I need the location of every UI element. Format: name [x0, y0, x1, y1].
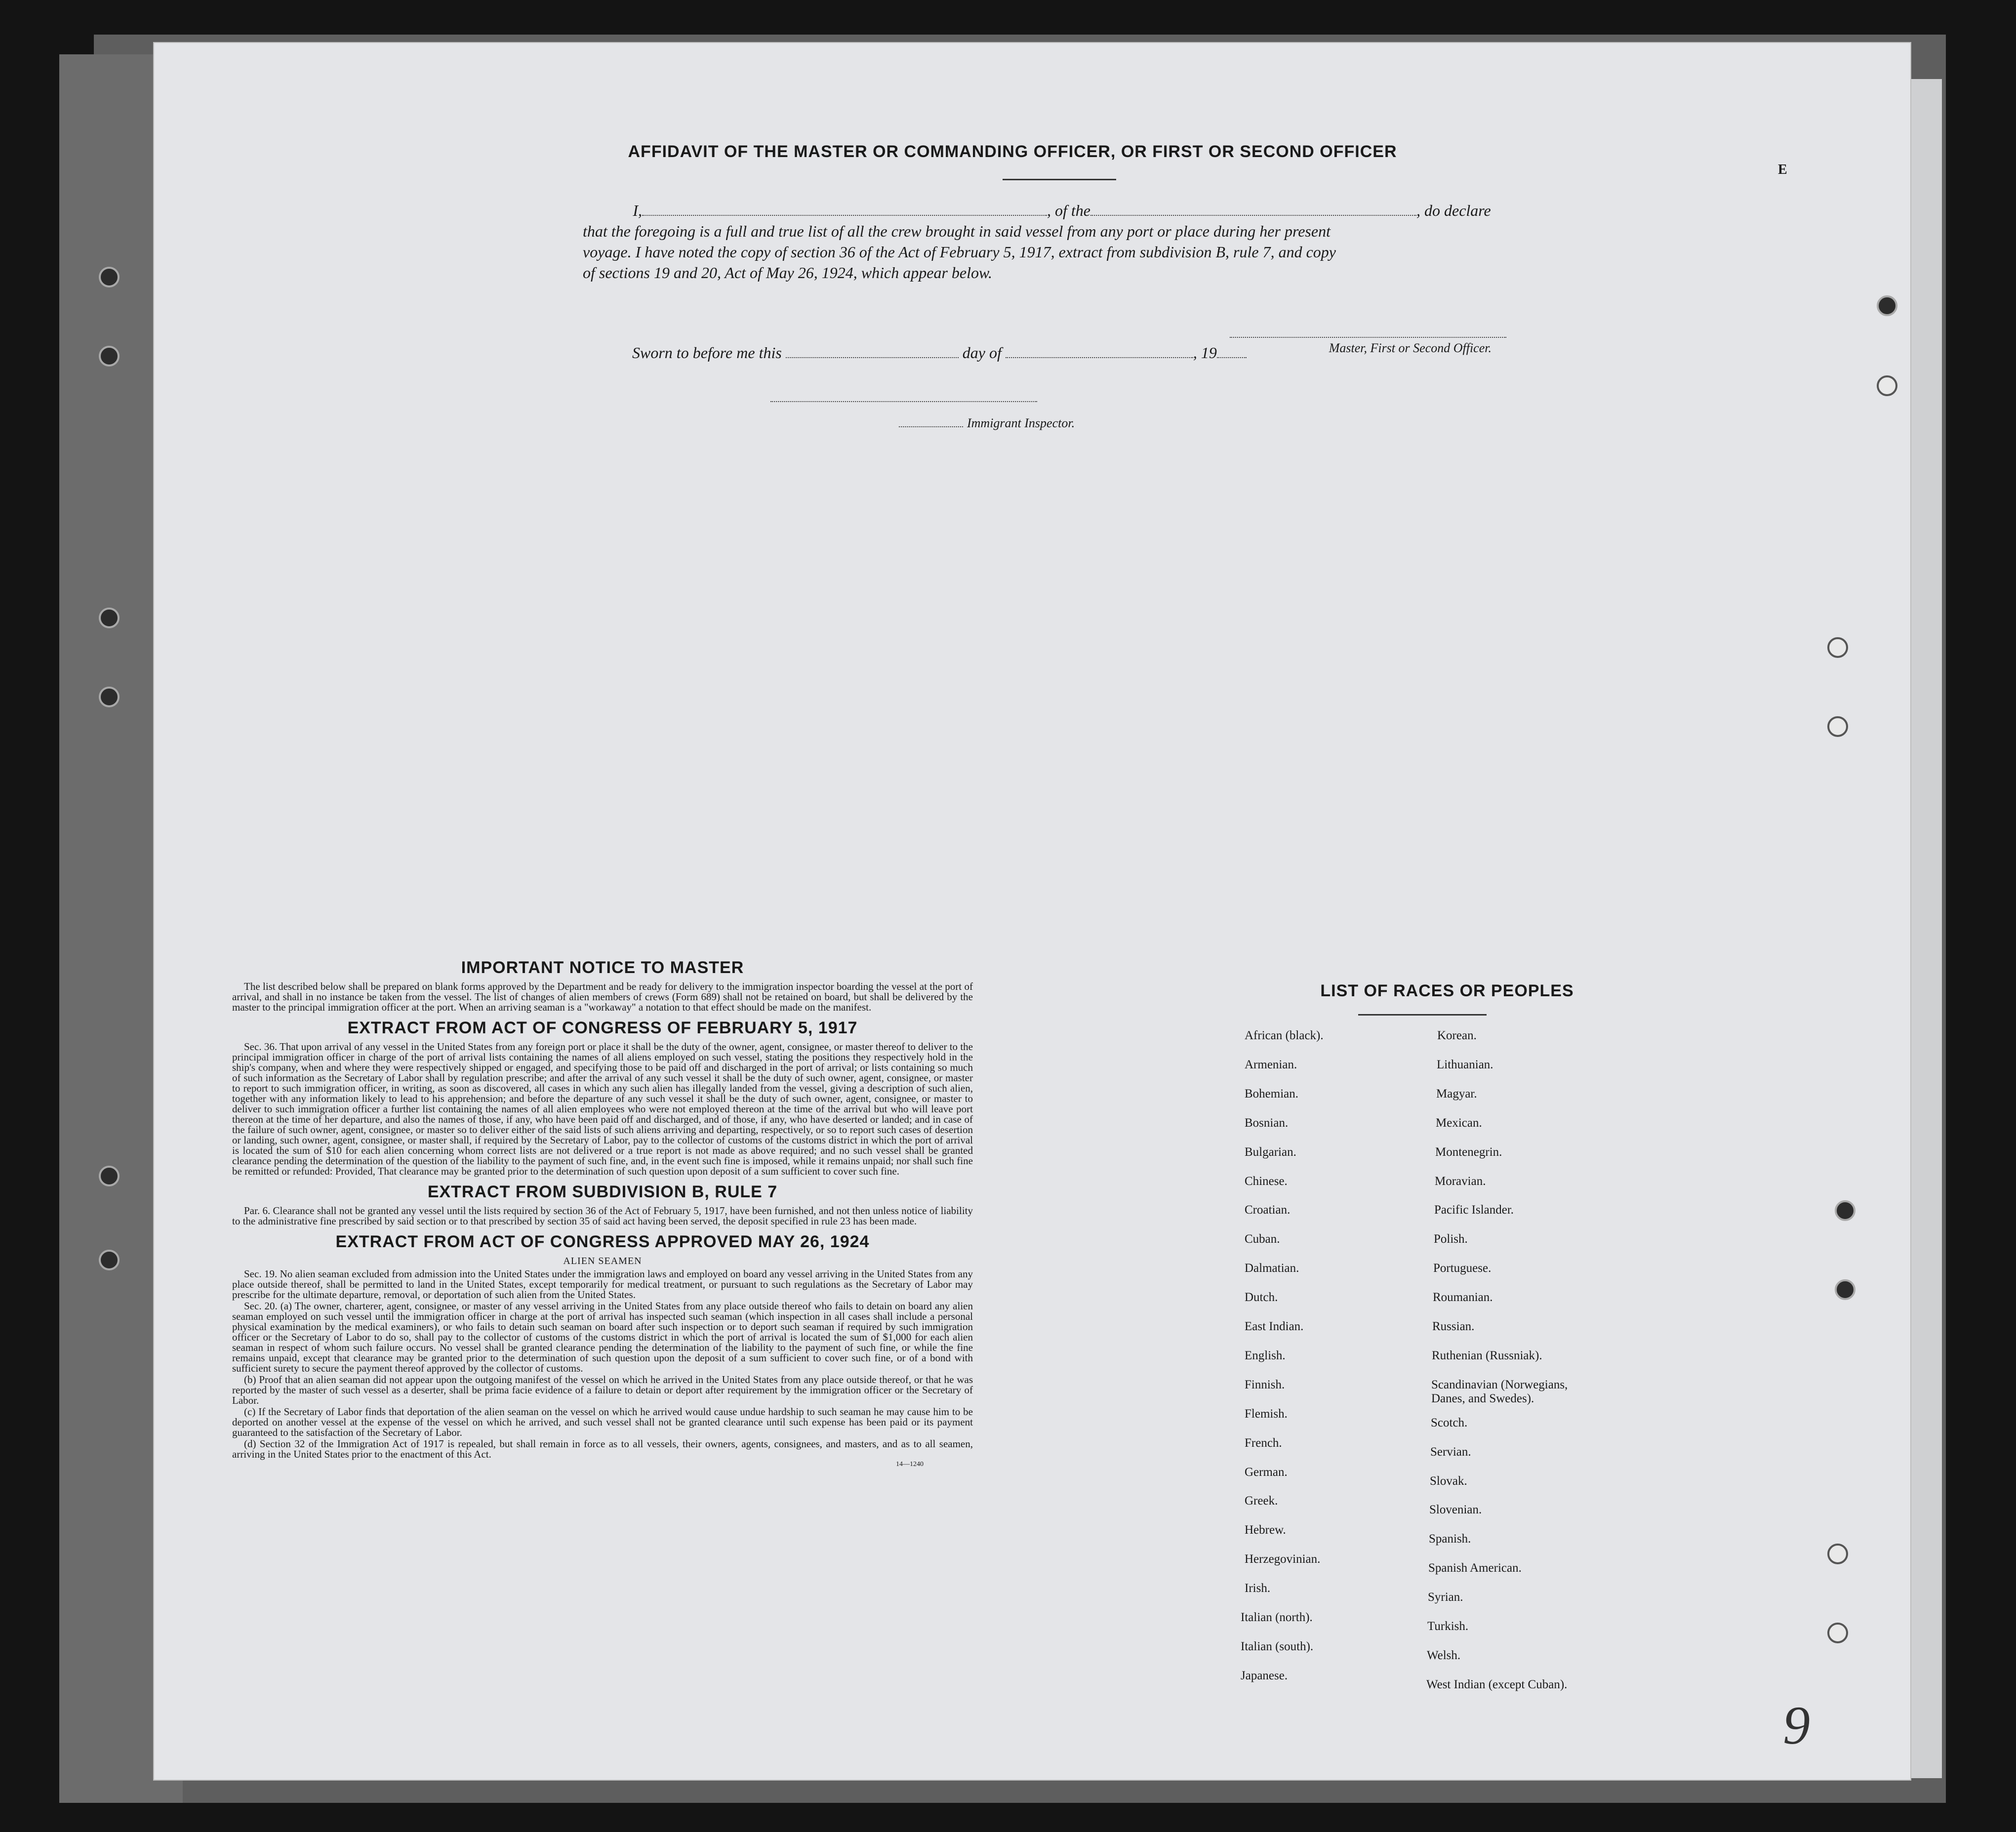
race-item-right: Magyar. — [1436, 1087, 1477, 1100]
race-item-right: Spanish American. — [1428, 1561, 1522, 1575]
extract-1924-sec20d: (d) Section 32 of the Immigration Act of 1917 is repealed, but shall remain in force as to all vessels, their owners, agents, consignees, and masters, and as to all seamen, arriving in the United States prior to the enactment of this Act. — [232, 1438, 973, 1460]
race-item-left: Irish. — [1245, 1582, 1271, 1595]
inspector-label-row — [899, 416, 1075, 431]
punch-hole — [1827, 1623, 1848, 1643]
race-item-left: Cuban. — [1245, 1232, 1280, 1246]
form-code: 14—1240 — [896, 1461, 924, 1468]
race-item-left: German. — [1245, 1466, 1288, 1479]
extract-1917-title: EXTRACT FROM ACT OF CONGRESS OF FEBRUARY 5, 1917 — [347, 1018, 858, 1037]
races-underline — [1358, 1014, 1487, 1016]
race-item-right: Scandinavian (Norwegians, Danes, and Swedes). — [1431, 1378, 1568, 1405]
race-item-right: Welsh. — [1427, 1649, 1461, 1662]
race-item-left: English. — [1245, 1349, 1286, 1362]
affidavit-line-4: of sections 19 and 20, Act of May 26, 1924, which appear below. — [583, 264, 992, 282]
of-the-text: , of the — [1047, 202, 1090, 219]
race-item-left: Dutch. — [1245, 1291, 1278, 1304]
punch-hole — [1877, 375, 1897, 396]
race-item-left: Dalmatian. — [1245, 1262, 1299, 1275]
race-item-left: East Indian. — [1245, 1320, 1304, 1333]
race-item-right: Moravian. — [1435, 1175, 1486, 1188]
sworn-text: Sworn to before me this — [632, 344, 782, 362]
race-item-right: West Indian (except Cuban). — [1426, 1678, 1568, 1691]
race-item-left: Bohemian. — [1245, 1087, 1299, 1100]
race-item-right: Servian. — [1430, 1445, 1471, 1459]
race-item-right: Spanish. — [1429, 1532, 1471, 1546]
signature-label: Master, First or Second Officer. — [1329, 341, 1492, 355]
race-item-right: Montenegrin. — [1435, 1145, 1502, 1159]
race-item-left: Herzegovinian. — [1245, 1552, 1321, 1566]
race-item-left: Croatian. — [1245, 1203, 1290, 1217]
alien-seamen-heading: ALIEN SEAMEN — [563, 1256, 642, 1266]
notice-body: The list described below shall be prepared on blank forms approved by the Department and be ready for delivery to the immigration inspector boarding the vessel at the port of arrival, and shall in no instance be taken from the vessel. The list of changes of alien members of crews (Form 689) shall not be retained on board, but shall be delivered by the master to the principal immigration officer at the port. When an arriving seaman is a "workaway" a notation to that effect should be made on the manifest. — [232, 980, 973, 1013]
affidavit-title: AFFIDAVIT OF THE MASTER OR COMMANDING OFFICER, OR FIRST OR SECOND OFFICER — [628, 142, 1397, 161]
affidavit-body — [583, 200, 1536, 283]
binding-hole — [99, 687, 120, 707]
binding-hole — [99, 1166, 120, 1186]
extract-1924-sec20c: (c) If the Secretary of Labor finds that deportation of the alien seaman on the vessel on which he arrived would cause undue hardship to such seaman he may cause him to be deported on another vessel at the expense of the vessel on which he arrived, and such vessel shall not be granted clearance until such expense has been paid or its payment guaranteed to the satisfaction of the Secretary of Labor. — [232, 1406, 973, 1438]
title-underline — [1003, 179, 1116, 180]
inspector-signature-field[interactable] — [770, 401, 1037, 402]
race-item-right: Scotch. — [1431, 1416, 1468, 1429]
corner-letter: E — [1778, 162, 1787, 177]
race-item-left: Japanese. — [1241, 1669, 1288, 1682]
race-item-right: Turkish. — [1427, 1620, 1469, 1633]
race-item-right: Korean. — [1437, 1029, 1477, 1042]
extract-rule7-title: EXTRACT FROM SUBDIVISION B, RULE 7 — [427, 1182, 778, 1201]
punch-hole — [1827, 1544, 1848, 1564]
day-of-text: day of — [962, 344, 1002, 362]
year-field[interactable] — [1217, 343, 1247, 358]
race-item-left: Bulgarian. — [1245, 1145, 1296, 1159]
extract-1924-title: EXTRACT FROM ACT OF CONGRESS APPROVED MAY 26, 1924 — [335, 1232, 870, 1251]
declare-text: , do declare — [1416, 202, 1491, 219]
month-field[interactable] — [1006, 343, 1193, 358]
signature-field[interactable] — [1230, 337, 1506, 338]
handwritten-page-number: 9 — [1783, 1695, 1810, 1755]
binding-hole — [99, 267, 120, 287]
inspector-dots — [899, 426, 963, 427]
punch-hole — [1835, 1279, 1855, 1300]
race-item-right: Russian. — [1432, 1320, 1475, 1333]
race-item-right: Ruthenian (Russniak). — [1432, 1349, 1542, 1362]
affidavit-line-3: voyage. I have noted the copy of section 36 of the Act of February 5, 1917, extract from subdivision B, rule 7, and copy — [583, 243, 1336, 261]
year-text: , 19 — [1193, 344, 1217, 362]
race-item-right: Pacific Islander. — [1434, 1203, 1514, 1217]
affidavit-line-1 — [583, 200, 1536, 221]
races-title: LIST OF RACES OR PEOPLES — [1320, 981, 1574, 1000]
affidavit-i: I, — [633, 202, 642, 219]
race-item-right: Slovak. — [1430, 1474, 1467, 1488]
sworn-line — [632, 343, 1324, 362]
extract-1917-body: Sec. 36. That upon arrival of any vessel in the United States from any foreign port or place it shall be the duty of the owner, agent, consignee, or master thereof to deliver to the principal immigration officer in charge of the port of arrival lists containing the names of all aliens employed on such vessel, stating the positions they respectively hold in the ship's company, when and where they were respectively shipped or engaged, and specifying those to be paid off and discharged in the port of arrival; or lists containing so much of such information as the Secretary of Labor shall by regulation prescribe; and after the arrival of any such vessel it shall be the duty of such owner, agent, consignee, or master to report to such immigration officer, in writing, as soon as discovered, all cases in which any such alien has illegally landed from the vessel, giving a description of such alien, together with any information likely to lead to his apprehension; and before the departure of any such vessel it shall be the duty of such owner, agent, consignee, or master to deliver to such immigration officer a further list containing the names of all alien employees who were not employed thereon at the time of the arrival but who will leave port thereon at the time of her departure, and also the names of those, if any, who have been paid off and discharged, and of those, if any, who have deserted or landed; and in case of the failure of such owner, agent, consignee, or master so to deliver either of the said lists of such aliens arriving and departing, respectively, or so to report such cases of desertion or landing, such owner, agent, consignee, or master shall, if required by the Secretary of Labor, pay to the collector of customs of the customs district in which the port of arrival is located the sum of $10 for each alien concerning whom correct lists are not delivered or a true report is not made as above required; and no such vessel shall be granted clearance pending the determination of the question of the liability to the payment of such fine, and, in the event such fine is imposed, while it remains unpaid; nor shall such fine be remitted or refunded: Provided, That clearance may be granted prior to the determination of such question upon deposit of a sum sufficient to cover such fine. — [232, 1041, 973, 1177]
race-item-left: African (black). — [1245, 1029, 1324, 1042]
punch-hole — [1827, 637, 1848, 658]
binding-hole — [99, 608, 120, 628]
race-item-right: Slovenian. — [1429, 1503, 1482, 1516]
race-item-left: French. — [1245, 1436, 1282, 1450]
race-item-right: Portuguese. — [1433, 1262, 1492, 1275]
race-item-right: Polish. — [1434, 1232, 1468, 1246]
race-item-right: Mexican. — [1436, 1116, 1482, 1130]
inspector-label: Immigrant Inspector. — [967, 416, 1075, 430]
extract-1924-sec20a: Sec. 20. (a) The owner, charterer, agent, consignee, or master of any vessel arriving in the United States from any place outside thereof who fails to detain on board any alien seaman employed on such vessel until the immigration officer in charge at the port of arrival has inspected such seaman (which inspection in all cases shall include a personal physical examination by the medical examiners), or who fails to detain such seaman on board after such inspection or to deport such seaman if required by such immigration officer or the Secretary of Labor to do so, shall pay to the collector of customs of the customs district in which the port of arrival is located the sum of $1,000 for each alien seaman in respect of whom such failure occurs. No vessel shall be granted clearance pending the determination of the liability to the payment of such fine, or while the fine remains unpaid, except that clearance may be granted prior to the determination of such question upon the deposit of a sum sufficient to cover such fine, or of a bond with sufficient surety to secure the payment thereof approved by the collector of customs. — [232, 1300, 973, 1374]
race-item-left: Bosnian. — [1245, 1116, 1289, 1130]
name-field[interactable] — [642, 201, 1047, 216]
punch-hole — [1827, 716, 1848, 737]
affidavit-line-2: that the foregoing is a full and true list of all the crew brought in said vessel from any port or place during her present — [583, 222, 1331, 240]
race-item-left: Italian (south). — [1241, 1640, 1314, 1653]
punch-hole — [1877, 295, 1897, 316]
race-item-left: Greek. — [1245, 1494, 1278, 1507]
race-item-left: Hebrew. — [1245, 1523, 1286, 1537]
extract-rule7-body: Par. 6. Clearance shall not be granted any vessel until the lists required by section 36 of the Act of February 5, 1917, have been furnished, and not then unless notice of liability to the administrative fine prescribed by said section or to that prescribed by section 35 of said act having been served, the deposit specified in rule 23 has been made. — [232, 1205, 973, 1227]
notice-section — [232, 958, 973, 1468]
punch-hole — [1835, 1200, 1855, 1221]
race-item-left: Italian (north). — [1241, 1611, 1313, 1624]
day-field[interactable] — [786, 343, 959, 358]
race-item-left: Flemish. — [1245, 1407, 1288, 1421]
race-item-left: Chinese. — [1245, 1175, 1288, 1188]
binding-hole — [99, 346, 120, 366]
extract-1924-sec19: Sec. 19. No alien seaman excluded from admission into the United States under the immigration laws and employed on board any vessel arriving in the United States from any place outside thereof, shall be permitted to land in the United States, except temporarily for medical treatment, or pursuant to such regulations as the Secretary of Labor may prescribe for the ultimate departure, removal, or deportation of such alien from the United States. — [232, 1268, 973, 1301]
race-item-right: Roumanian. — [1433, 1291, 1493, 1304]
race-item-left: Finnish. — [1245, 1378, 1285, 1391]
vessel-field[interactable] — [1090, 201, 1416, 216]
race-item-right: Lithuanian. — [1437, 1058, 1493, 1071]
race-item-left: Armenian. — [1245, 1058, 1297, 1071]
extract-1924-sec20b: (b) Proof that an alien seaman did not appear upon the outgoing manifest of the vessel on which he arrived in the United States from any place outside thereof, or that he was reported by the master of such vessel as a deserter, shall be prima facie evidence of a failure to detain or deport after requirement by the immigration officer or the Secretary of Labor. — [232, 1374, 973, 1406]
form-page — [153, 42, 1911, 1781]
race-item-right: Syrian. — [1428, 1590, 1463, 1604]
notice-title: IMPORTANT NOTICE TO MASTER — [461, 958, 744, 977]
binding-hole — [99, 1250, 120, 1270]
